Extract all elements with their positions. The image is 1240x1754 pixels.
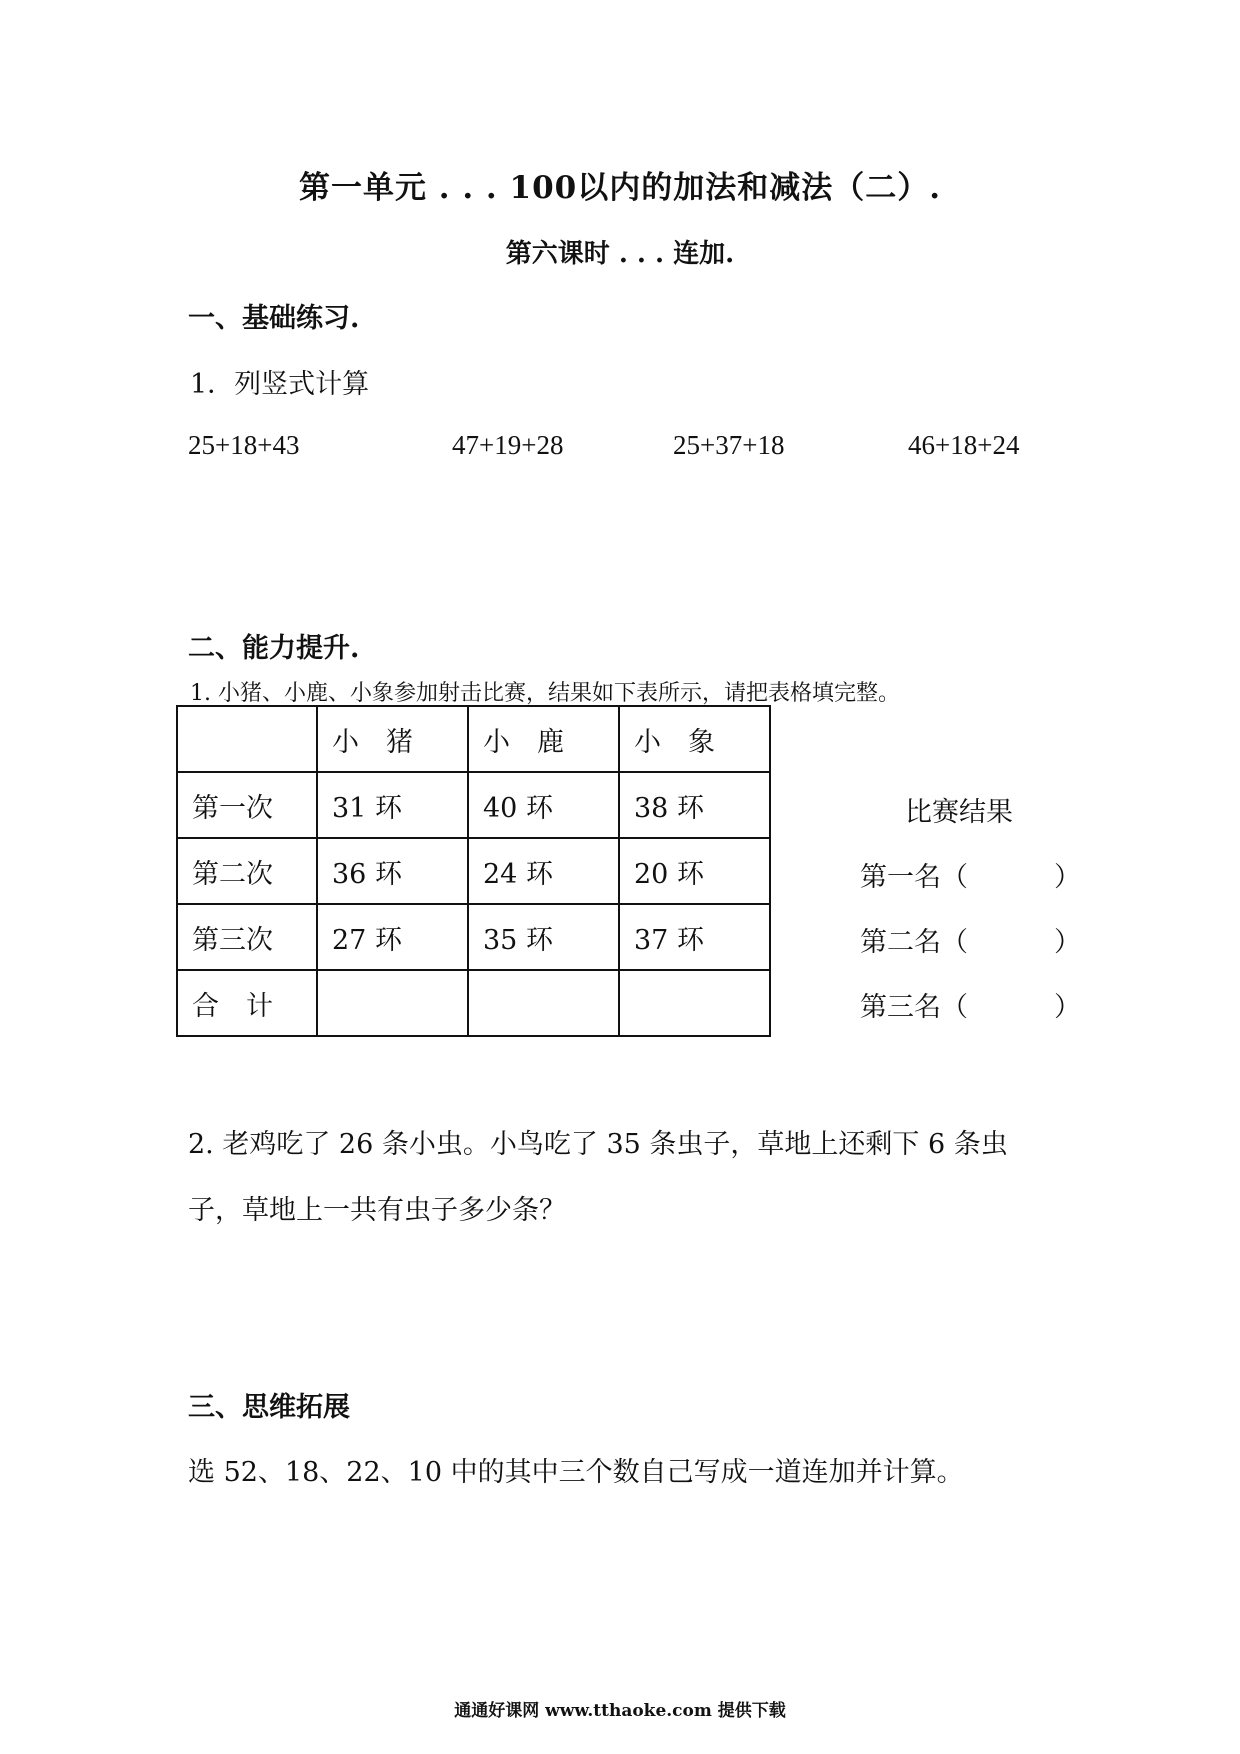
question-1-label: 1．列竖式计算	[190, 369, 370, 400]
result-second-label: 第二名（	[860, 927, 968, 958]
question-2-1-text: 1. 小猪、小鹿、小象参加射击比赛，结果如下表所示，请把表格填完整。	[190, 681, 900, 706]
expression-4: 46+18+24	[908, 430, 1020, 460]
table-header-cell	[177, 706, 317, 772]
result-close-paren: ）	[1054, 992, 1081, 1023]
table-row	[177, 772, 770, 838]
table-cell: 35 环	[468, 904, 619, 970]
table-cell: 20 环	[619, 838, 770, 904]
table-cell: 24 环	[468, 838, 619, 904]
table-cell: 31 环	[317, 772, 468, 838]
expression-2: 47+19+28	[452, 430, 564, 460]
result-second-place	[860, 920, 1100, 959]
section-3-heading: 三、思维拓展	[188, 1392, 350, 1423]
expression-1: 25+18+43	[188, 430, 300, 460]
table-row	[177, 904, 770, 970]
table-answer-cell[interactable]	[468, 970, 619, 1036]
section-3-text: 选 52、18、22、10 中的其中三个数自己写成一道连加并计算。	[188, 1457, 964, 1488]
table-header-row	[177, 706, 770, 772]
table-row	[177, 838, 770, 904]
result-first-label: 第一名（	[860, 862, 968, 893]
result-third-place	[860, 985, 1100, 1024]
table-cell: 40 环	[468, 772, 619, 838]
score-table	[176, 705, 771, 1037]
table-cell: 第二次	[177, 838, 317, 904]
table-cell: 38 环	[619, 772, 770, 838]
table-cell: 合 计	[177, 970, 317, 1036]
result-first-place	[860, 855, 1100, 894]
footer-credit: 通通好课网 www.tthaoke.com 提供下载	[454, 1701, 786, 1721]
table-header-cell: 小 鹿	[468, 706, 619, 772]
result-close-paren: ）	[1054, 927, 1081, 958]
section-2-heading: 二、能力提升.	[188, 633, 360, 664]
table-cell: 第一次	[177, 772, 317, 838]
table-answer-cell[interactable]	[317, 970, 468, 1036]
table-cell: 第三次	[177, 904, 317, 970]
table-header-cell: 小 象	[619, 706, 770, 772]
table-answer-cell[interactable]	[619, 970, 770, 1036]
question-2-2-line-2: 子，草地上一共有虫子多少条？	[188, 1195, 566, 1226]
table-cell: 36 环	[317, 838, 468, 904]
page-title: 第一单元 . . . 100以内的加法和减法（二）.	[298, 170, 942, 206]
table-cell: 37 环	[619, 904, 770, 970]
table-cell: 27 环	[317, 904, 468, 970]
lesson-subtitle: 第六课时 . . . 连加.	[505, 239, 735, 269]
result-close-paren: ）	[1054, 862, 1081, 893]
question-2-2-line-1: 2. 老鸡吃了 26 条小虫。小鸟吃了 35 条虫子，草地上还剩下 6 条虫	[188, 1129, 1008, 1160]
expression-3: 25+37+18	[673, 430, 785, 460]
result-third-label: 第三名（	[860, 992, 968, 1023]
section-1-heading: 一、基础练习.	[188, 303, 360, 334]
table-header-cell: 小 猪	[317, 706, 468, 772]
results-title: 比赛结果	[905, 797, 1013, 828]
table-row-total	[177, 970, 770, 1036]
